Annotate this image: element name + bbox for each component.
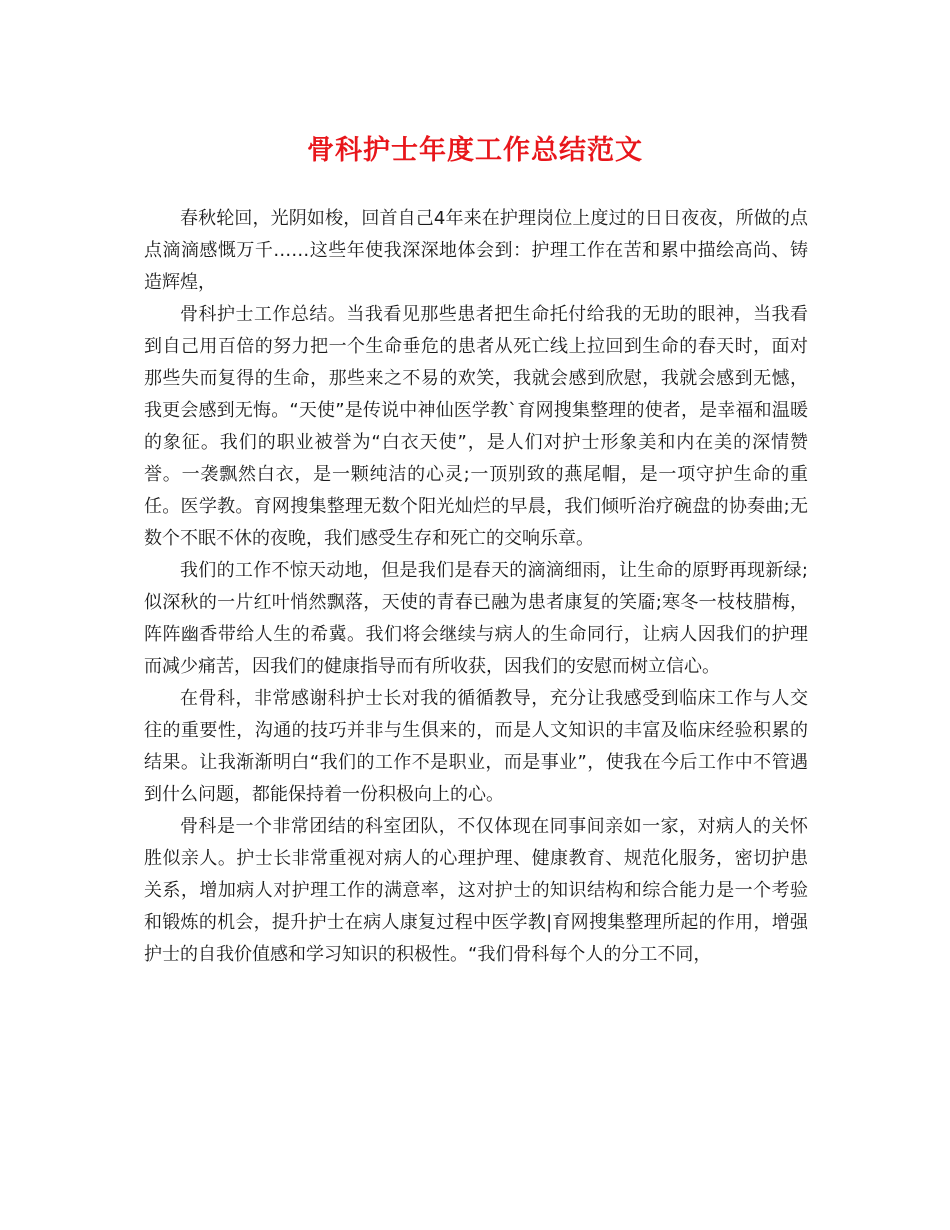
- paragraph-3: 我们的工作不惊天动地，但是我们是春天的滴滴细雨，让生命的原野再现新绿;似深秋的一片红叶悄然飘落，天使的青春已融为患者康复的笑靥;寒冬一枝枝腊梅，阵阵幽香带给人生的希冀。我们将会继续与病人的生命同行，让病人因我们的护理而减少痛苦，因我们的健康指导而有所收获，因我们的安慰而树立信心。: [144, 560, 808, 677]
- paragraph-4: 在骨科，非常感谢科护士长对我的循循教导，充分让我感受到临床工作与人交往的重要性，沟通的技巧并非与生俱来的，而是人文知识的丰富及临床经验积累的结果。让我渐渐明白“我们的工作不是职业，而是事业”，使我在今后工作中不管遇到什么问题，都能保持着一份积极向上的心。: [144, 688, 808, 805]
- document-title: 骨科护士年度工作总结范文: [307, 135, 643, 166]
- paragraph-2: 骨科护士工作总结。当我看见那些患者把生命托付给我的无助的眼神，当我看到自己用百倍的努力把一个生命垂危的患者从死亡线上拉回到生命的春天时，面对那些失而复得的生命，那些来之不易的欢笑，我就会感到欣慰，我就会感到无憾，我更会感到无悔。“天使”是传说中神仙医学教`育网搜集整理的使者，是幸福和温暖的象征。我们的职业被誉为“白衣天使”，是人们对护士形象美和内在美的深情赞誉。一袭飘然白衣，是一颗纯洁的心灵;一顶别致的燕尾帽，是一项守护生命的重任。医学教。育网搜集整理无数个阳光灿烂的早晨，我们倾听治疗碗盘的协奏曲;无数个不眠不休的夜晚，我们感受生存和死亡的交响乐章。: [144, 304, 808, 549]
- paragraph-1: 春秋轮回，光阴如梭，回首自己4年来在护理岗位上度过的日日夜夜，所做的点点滴滴感慨万千……这些年使我深深地体会到：护理工作在苦和累中描绘高尚、铸造辉煌，: [144, 208, 808, 293]
- paragraph-5: 骨科是一个非常团结的科室团队，不仅体现在同事间亲如一家，对病人的关怀胜似亲人。护士长非常重视对病人的心理护理、健康教育、规范化服务，密切护患关系，增加病人对护理工作的满意率，这对护士的知识结构和综合能力是一个考验和锻炼的机会，提升护士在病人康复过程中医学教|育网搜集整理所起的作用，增强护士的自我价值感和学习知识的积极性。“我们骨科每个人的分工不同，: [144, 816, 808, 965]
- document-body: [144, 203, 808, 971]
